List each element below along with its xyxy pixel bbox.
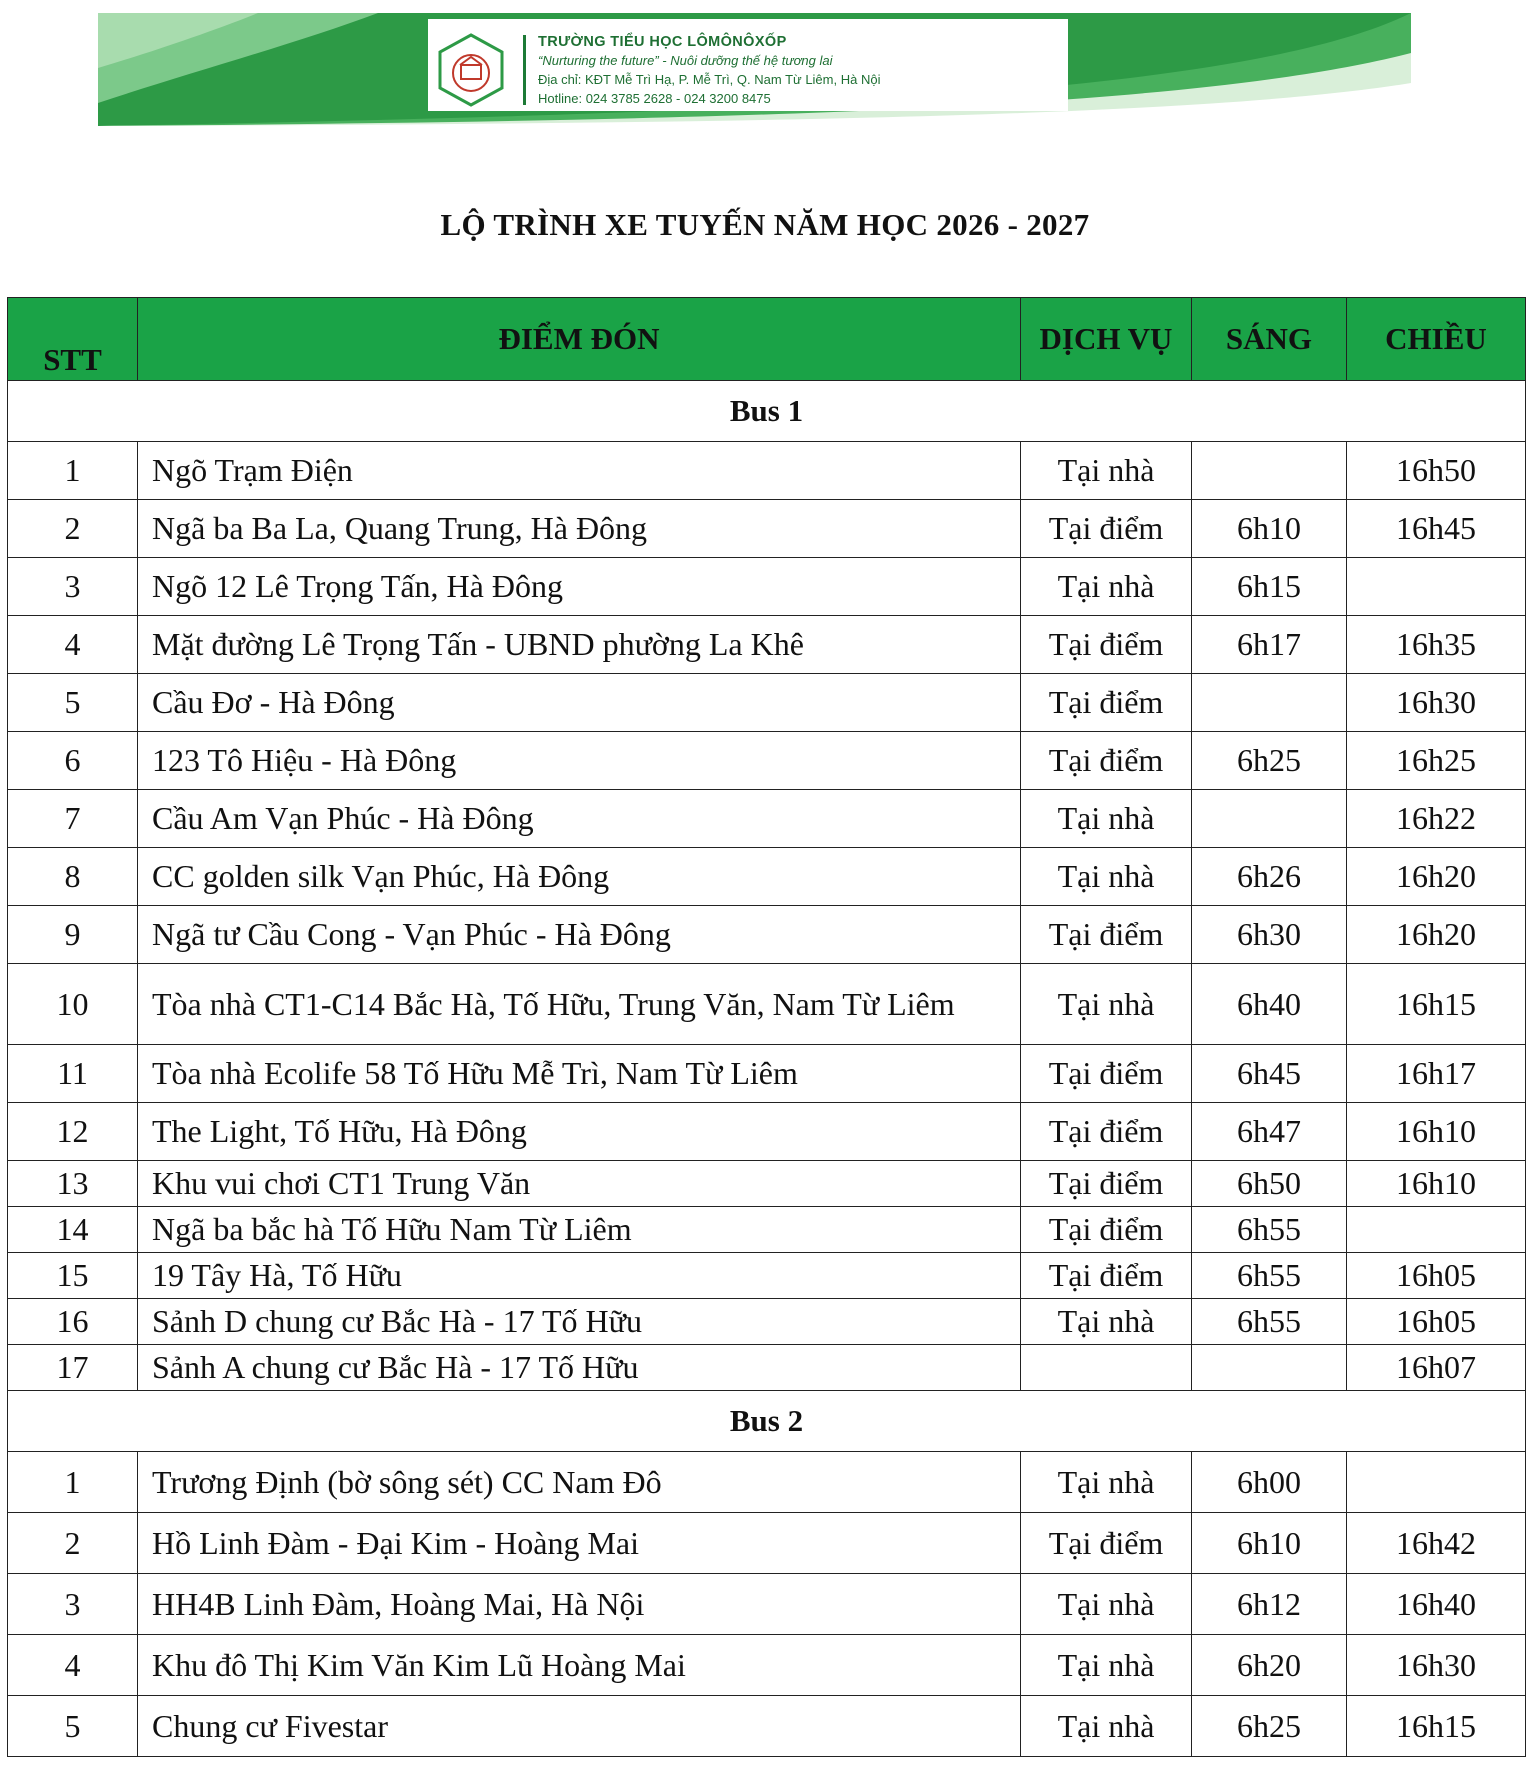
pickup-point-cell: 19 Tây Hà, Tố Hữu: [138, 1253, 1021, 1299]
table-row: [8, 964, 1526, 1045]
service-cell: Tại nhà: [1021, 1574, 1192, 1635]
morning-time-cell: 6h50: [1192, 1161, 1347, 1207]
service-cell: Tại điểm: [1021, 1253, 1192, 1299]
school-name: TRƯỜNG TIỂU HỌC LÔMÔNÔXỐP: [538, 34, 787, 50]
morning-time-cell: [1192, 442, 1347, 500]
table-row: [8, 790, 1526, 848]
table-row: [8, 1513, 1526, 1574]
school-info: [538, 33, 880, 108]
stt-cell: 12: [8, 1103, 138, 1161]
pickup-point-cell: 123 Tô Hiệu - Hà Đông: [138, 732, 1021, 790]
header-chieu: CHIỀU: [1347, 298, 1526, 381]
pickup-point-cell: HH4B Linh Đàm, Hoàng Mai, Hà Nội: [138, 1574, 1021, 1635]
stt-cell: 3: [8, 558, 138, 616]
pickup-point-cell: Sảnh D chung cư Bắc Hà - 17 Tố Hữu: [138, 1299, 1021, 1345]
service-cell: Tại điểm: [1021, 1045, 1192, 1103]
service-cell: Tại điểm: [1021, 732, 1192, 790]
pickup-point-cell: Tòa nhà Ecolife 58 Tố Hữu Mễ Trì, Nam Từ Liêm: [138, 1045, 1021, 1103]
afternoon-time-cell: 16h05: [1347, 1299, 1526, 1345]
pickup-point-cell: Ngã ba Ba La, Quang Trung, Hà Đông: [138, 500, 1021, 558]
service-cell: Tại điểm: [1021, 1513, 1192, 1574]
morning-time-cell: 6h30: [1192, 906, 1347, 964]
afternoon-time-cell: 16h50: [1347, 442, 1526, 500]
stt-cell: 1: [8, 1452, 138, 1513]
school-hotline: Hotline: 024 3785 2628 - 024 3200 8475: [538, 91, 771, 106]
morning-time-cell: 6h55: [1192, 1253, 1347, 1299]
morning-time-cell: 6h10: [1192, 500, 1347, 558]
pickup-point-cell: Khu đô Thị Kim Văn Kim Lũ Hoàng Mai: [138, 1635, 1021, 1696]
table-row: [8, 1207, 1526, 1253]
header-stt: STT: [8, 298, 138, 381]
pickup-point-cell: Mặt đường Lê Trọng Tấn - UBND phường La Khê: [138, 616, 1021, 674]
pickup-point-cell: The Light, Tố Hữu, Hà Đông: [138, 1103, 1021, 1161]
table-body: [8, 381, 1526, 1757]
morning-time-cell: 6h45: [1192, 1045, 1347, 1103]
service-cell: Tại nhà: [1021, 790, 1192, 848]
table-row: [8, 1574, 1526, 1635]
pickup-point-cell: Tòa nhà CT1-C14 Bắc Hà, Tố Hữu, Trung Văn, Nam Từ Liêm: [138, 964, 1021, 1045]
stt-cell: 3: [8, 1574, 138, 1635]
morning-time-cell: 6h15: [1192, 558, 1347, 616]
afternoon-time-cell: 16h15: [1347, 964, 1526, 1045]
bus2-group-row-label: Bus 2: [8, 1391, 1526, 1452]
morning-time-cell: 6h10: [1192, 1513, 1347, 1574]
afternoon-time-cell: 16h05: [1347, 1253, 1526, 1299]
morning-time-cell: 6h26: [1192, 848, 1347, 906]
table-row: [8, 1103, 1526, 1161]
afternoon-time-cell: 16h07: [1347, 1345, 1526, 1391]
stt-cell: 7: [8, 790, 138, 848]
pickup-point-cell: Ngõ 12 Lê Trọng Tấn, Hà Đông: [138, 558, 1021, 616]
service-cell: Tại nhà: [1021, 558, 1192, 616]
school-slogan: “Nurturing the future” - Nuôi dưỡng thế hệ tương lai: [538, 53, 833, 68]
service-cell: Tại nhà: [1021, 848, 1192, 906]
afternoon-time-cell: 16h40: [1347, 1574, 1526, 1635]
banner-divider: [523, 35, 526, 105]
stt-cell: 5: [8, 1696, 138, 1757]
afternoon-time-cell: 16h20: [1347, 906, 1526, 964]
afternoon-time-cell: 16h42: [1347, 1513, 1526, 1574]
table-row: [8, 1452, 1526, 1513]
morning-time-cell: 6h55: [1192, 1299, 1347, 1345]
morning-time-cell: 6h12: [1192, 1574, 1347, 1635]
stt-cell: 16: [8, 1299, 138, 1345]
stt-cell: 10: [8, 964, 138, 1045]
pickup-point-cell: Cầu Đơ - Hà Đông: [138, 674, 1021, 732]
stt-cell: 13: [8, 1161, 138, 1207]
table-row: [8, 732, 1526, 790]
afternoon-time-cell: [1347, 1452, 1526, 1513]
service-cell: Tại nhà: [1021, 964, 1192, 1045]
afternoon-time-cell: 16h30: [1347, 674, 1526, 732]
afternoon-time-cell: [1347, 558, 1526, 616]
school-logo-icon: [436, 33, 506, 107]
table-header-row: [8, 298, 1526, 381]
table-row: [8, 1161, 1526, 1207]
morning-time-cell: [1192, 674, 1347, 732]
morning-time-cell: [1192, 1345, 1347, 1391]
table-row: [8, 558, 1526, 616]
service-cell: Tại nhà: [1021, 1452, 1192, 1513]
stt-cell: 6: [8, 732, 138, 790]
service-cell: Tại điểm: [1021, 1207, 1192, 1253]
morning-time-cell: 6h40: [1192, 964, 1347, 1045]
table-row: [8, 442, 1526, 500]
stt-cell: 4: [8, 616, 138, 674]
table-row: [8, 1635, 1526, 1696]
afternoon-time-cell: [1347, 1207, 1526, 1253]
afternoon-time-cell: 16h15: [1347, 1696, 1526, 1757]
pickup-point-cell: Trương Định (bờ sông sét) CC Nam Đô: [138, 1452, 1021, 1513]
stt-cell: 2: [8, 500, 138, 558]
table-row: [8, 848, 1526, 906]
header-sang: SÁNG: [1192, 298, 1347, 381]
morning-time-cell: 6h25: [1192, 1696, 1347, 1757]
bus1-group-row-label: Bus 1: [8, 381, 1526, 442]
pickup-point-cell: Sảnh A chung cư Bắc Hà - 17 Tố Hữu: [138, 1345, 1021, 1391]
morning-time-cell: 6h17: [1192, 616, 1347, 674]
pickup-point-cell: Khu vui chơi CT1 Trung Văn: [138, 1161, 1021, 1207]
table-row: [8, 1299, 1526, 1345]
table-row: [8, 1045, 1526, 1103]
service-cell: Tại nhà: [1021, 442, 1192, 500]
morning-time-cell: 6h20: [1192, 1635, 1347, 1696]
pickup-point-cell: Ngã ba bắc hà Tố Hữu Nam Từ Liêm: [138, 1207, 1021, 1253]
pickup-point-cell: Ngã tư Cầu Cong - Vạn Phúc - Hà Đông: [138, 906, 1021, 964]
morning-time-cell: 6h47: [1192, 1103, 1347, 1161]
bus1-group-row: [8, 381, 1526, 442]
stt-cell: 5: [8, 674, 138, 732]
service-cell: Tại điểm: [1021, 500, 1192, 558]
service-cell: Tại điểm: [1021, 1103, 1192, 1161]
pickup-point-cell: Hồ Linh Đàm - Đại Kim - Hoàng Mai: [138, 1513, 1021, 1574]
service-cell: Tại nhà: [1021, 1635, 1192, 1696]
stt-cell: 14: [8, 1207, 138, 1253]
service-cell: Tại điểm: [1021, 674, 1192, 732]
pickup-point-cell: Ngõ Trạm Điện: [138, 442, 1021, 500]
table-row: [8, 616, 1526, 674]
afternoon-time-cell: 16h45: [1347, 500, 1526, 558]
morning-time-cell: [1192, 790, 1347, 848]
afternoon-time-cell: 16h35: [1347, 616, 1526, 674]
stt-cell: 15: [8, 1253, 138, 1299]
pickup-point-cell: CC golden silk Vạn Phúc, Hà Đông: [138, 848, 1021, 906]
service-cell: Tại điểm: [1021, 906, 1192, 964]
afternoon-time-cell: 16h10: [1347, 1103, 1526, 1161]
stt-cell: 4: [8, 1635, 138, 1696]
pickup-point-cell: Chung cư Fivestar: [138, 1696, 1021, 1757]
header-dich-vu: DỊCH VỤ: [1021, 298, 1192, 381]
afternoon-time-cell: 16h20: [1347, 848, 1526, 906]
afternoon-time-cell: 16h10: [1347, 1161, 1526, 1207]
table-row: [8, 500, 1526, 558]
bus2-group-row: [8, 1391, 1526, 1452]
stt-cell: 17: [8, 1345, 138, 1391]
table-row: [8, 1345, 1526, 1391]
header-diem-don: ĐIỂM ĐÓN: [138, 298, 1021, 381]
morning-time-cell: 6h55: [1192, 1207, 1347, 1253]
stt-cell: 8: [8, 848, 138, 906]
service-cell: Tại nhà: [1021, 1696, 1192, 1757]
bus-route-table: [7, 297, 1526, 1757]
morning-time-cell: 6h00: [1192, 1452, 1347, 1513]
afternoon-time-cell: 16h30: [1347, 1635, 1526, 1696]
table-row: [8, 1253, 1526, 1299]
service-cell: Tại điểm: [1021, 1161, 1192, 1207]
afternoon-time-cell: 16h17: [1347, 1045, 1526, 1103]
school-address: Địa chỉ: KĐT Mễ Trì Hạ, P. Mễ Trì, Q. Nam Từ Liêm, Hà Nội: [538, 72, 881, 87]
morning-time-cell: 6h25: [1192, 732, 1347, 790]
afternoon-time-cell: 16h22: [1347, 790, 1526, 848]
pickup-point-cell: Cầu Am Vạn Phúc - Hà Đông: [138, 790, 1021, 848]
stt-cell: 1: [8, 442, 138, 500]
service-cell: Tại điểm: [1021, 616, 1192, 674]
table-row: [8, 906, 1526, 964]
stt-cell: 2: [8, 1513, 138, 1574]
service-cell: Tại nhà: [1021, 1299, 1192, 1345]
school-banner: [98, 13, 1411, 126]
stt-cell: 11: [8, 1045, 138, 1103]
page-title: LỘ TRÌNH XE TUYẾN NĂM HỌC 2026 - 2027: [440, 207, 1090, 242]
table-row: [8, 674, 1526, 732]
table-row: [8, 1696, 1526, 1757]
service-cell: [1021, 1345, 1192, 1391]
stt-cell: 9: [8, 906, 138, 964]
afternoon-time-cell: 16h25: [1347, 732, 1526, 790]
